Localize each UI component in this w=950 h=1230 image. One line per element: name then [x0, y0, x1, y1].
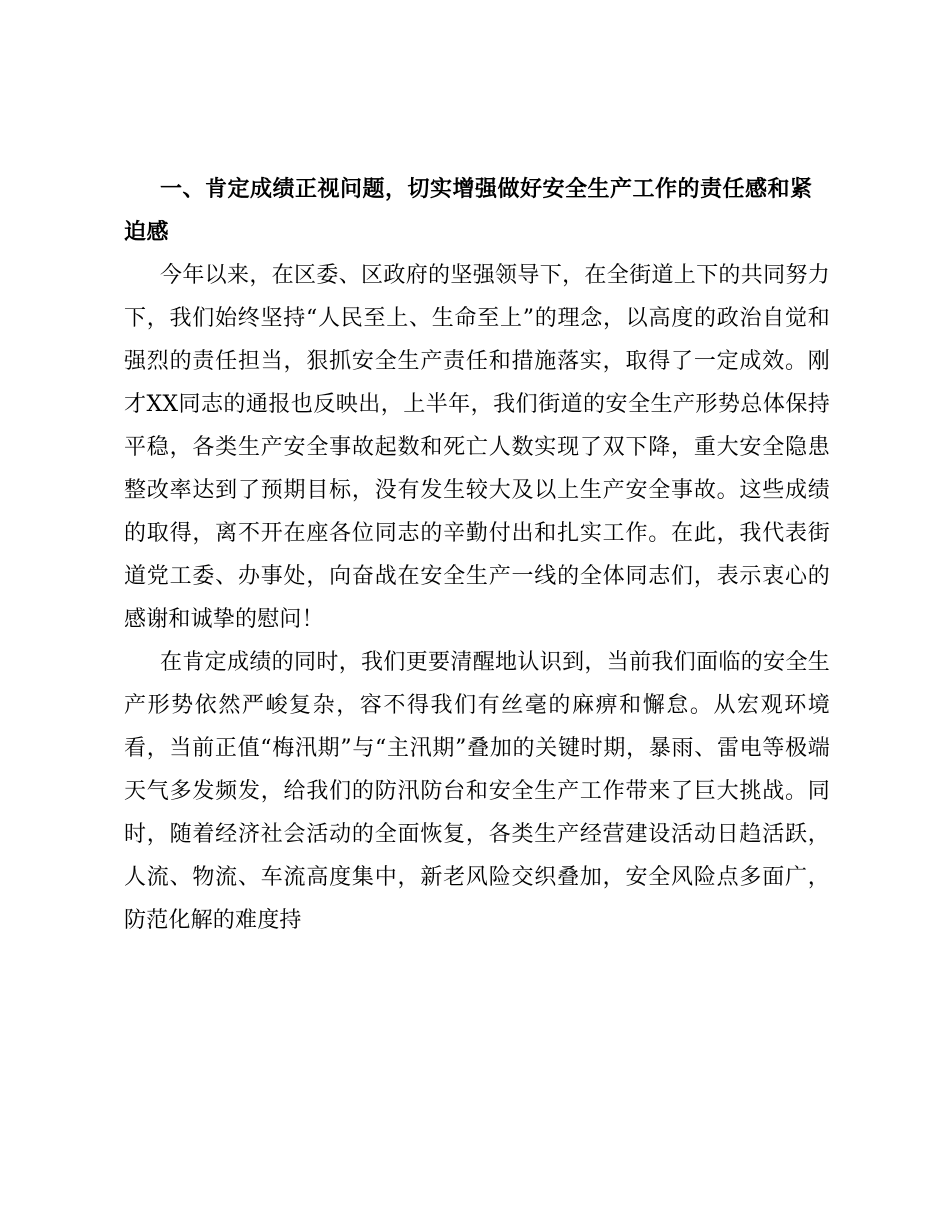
paragraph-challenges: 在肯定成绩的同时，我们更要清醒地认识到，当前我们面临的安全生产形势依然严峻复杂，容不得我们有丝毫的麻痹和懈怠。从宏观环境看，当前正值“梅汛期”与“主汛期”叠加的关键时期，暴雨、雷电等极端天气多发频发，给我们的防汛防台和安全生产工作带来了巨大挑战。同时，随着经济社会活动的全面恢复，各类生产经营建设活动日趋活跃，人流、物流、车流高度集中，新老风险交织叠加，安全风险点多面广，防范化解的难度持 — [124, 650, 830, 933]
section-heading: 一、肯定成绩正视问题，切实增强做好安全生产工作的责任感和紧迫感 — [124, 177, 813, 245]
document-page — [124, 168, 830, 942]
paragraph-achievements: 今年以来，在区委、区政府的坚强领导下，在全街道上下的共同努力下，我们始终坚持“人民至上、生命至上”的理念，以高度的政治自觉和强烈的责任担当，狠抓安全生产责任和措施落实，取得了一定成效。刚才XX同志的通报也反映出，上半年，我们街道的安全生产形势总体保持平稳，各类生产安全事故起数和死亡人数实现了双下降，重大安全隐患整改率达到了预期目标，没有发生较大及以上生产安全事故。这些成绩的取得，离不开在座各位同志的辛勤付出和扎实工作。在此，我代表街道党工委、办事处，向奋战在安全生产一线的全体同志们，表示衷心的感谢和诚挚的慰问！ — [124, 263, 830, 632]
